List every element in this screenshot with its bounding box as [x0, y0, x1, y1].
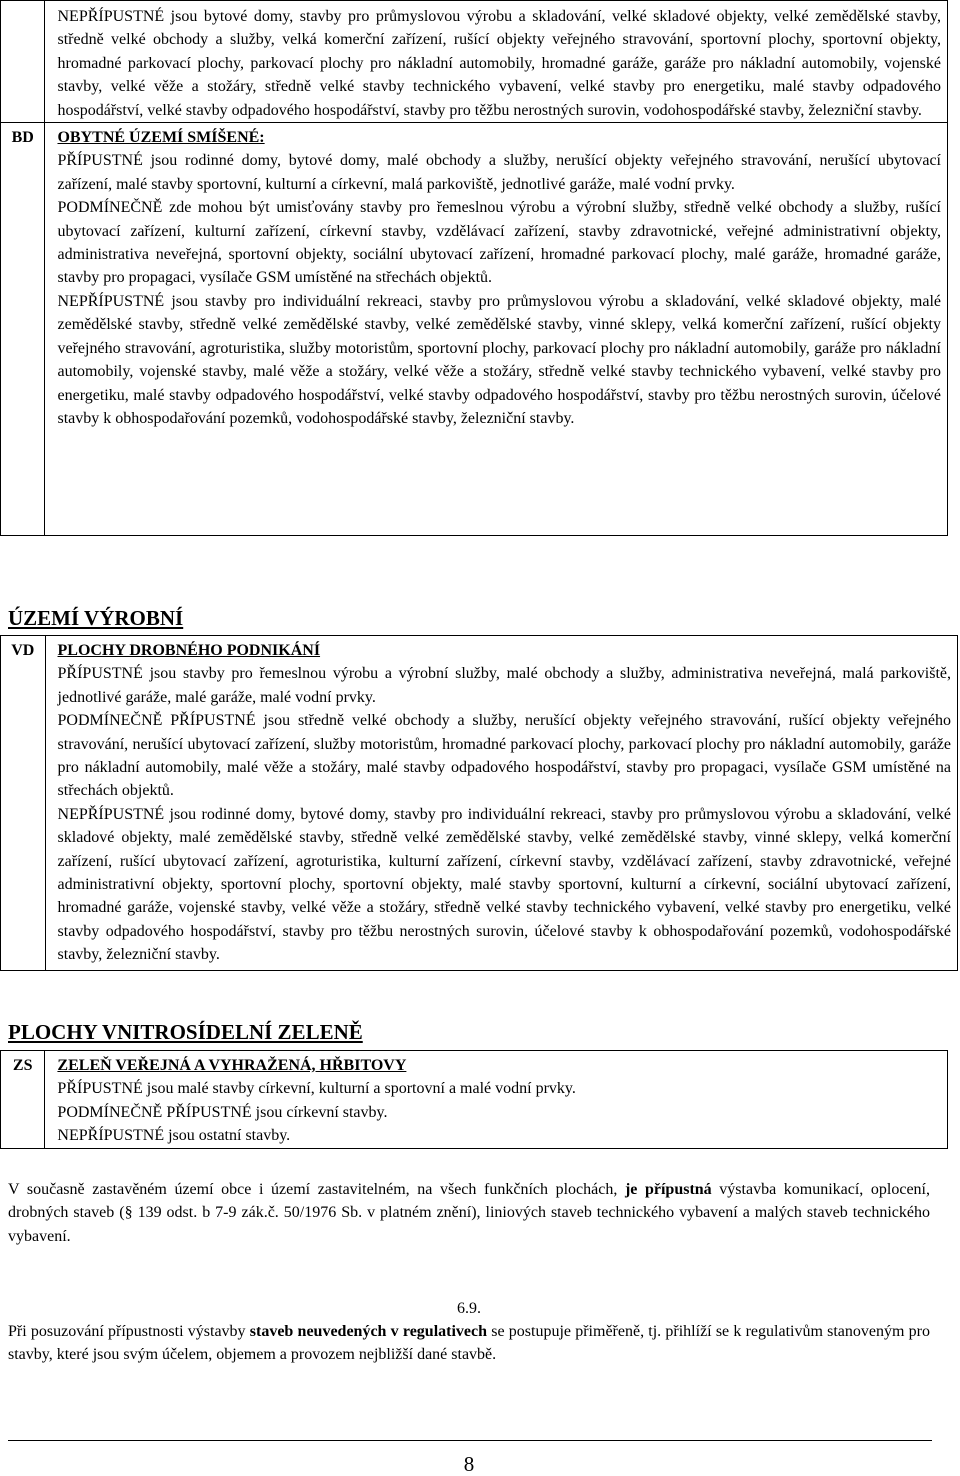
- vd-permitted-text: PŘÍPUSTNÉ jsou stavby pro řemeslnou výrobu a výrobní služby, malé obchody a služby, administrativa neveřejná, malá parkoviště, jednotlivé garáže, malé garáže, malé vodní prvky.: [57, 665, 951, 706]
- vd-prohibited-text: NEPŘÍPUSTNÉ jsou rodinné domy, bytové domy, stavby pro individuální rekreaci, stavby pro průmyslovou výrobu a skladování, velké skladové objekty, malé zemědělské stavby, středně velké zemědělské stavby, velké zemědělské stavby, vinné sklepy, velká komerční zařízení, rušící ubytovací zařízení, agroturistika, kulturní zařízení, církevní stavby, vzdělávací zařízení, stavby zdravotnické, veřejné administrativní objekty, sportovní plochy, sportovní objekty, malé stavby sportovní, kulturní a církevní, sociální ubytovací zařízení, hromadné garáže, vojenské stavby, velké věže a stožáry, středně velké stavby technického vybavení, velké stavby pro energetiku, velké stavby odpadového hospodářství, stavby pro těžbu nerostných surovin, účelové stavby k obhospodařování pozemků, vodohospodářské stavby, železniční stavby.: [57, 805, 951, 964]
- bd-content-cell: [45, 123, 948, 536]
- section-number: 6.9.: [457, 1300, 481, 1317]
- section-title-zelen: PLOCHY VNITROSÍDELNÍ ZELENĚ: [8, 1020, 363, 1044]
- table-row: [1, 1051, 948, 1149]
- code-cell-vd: VD: [1, 636, 46, 971]
- regulation-table-production: [0, 635, 958, 971]
- general-paragraph: V současně zastavěném území obce i území zastavitelném, na všech funkčních plochách, je přípustná výstavba komunikací, oplocení, drobných staveb (§ 139 odst. b 7-9 zák.č. 50/1976 Sb. v platném znění), liniových staveb technického vybavení a malých staveb technického vybavení.: [8, 1181, 931, 1245]
- section-title-vyrobni: ÚZEMÍ VÝROBNÍ: [8, 606, 184, 630]
- zs-content-cell: [45, 1051, 948, 1149]
- continuation-text: NEPŘÍPUSTNÉ jsou bytové domy, stavby pro průmyslovou výrobu a skladování, velké skladové objekty, velké zemědělské stavby, středně velké obchody a služby, velká komerční zařízení, rušící objekty veřejného stravování, sportovní plochy, sportovní objekty, hromadné parkovací plochy, parkovací plochy pro nákladní automobily, hromadné garáže, garáže pro nákladní automobily, vojenské stavby, velké věže a stožáry, středně velké stavby technického vybavení, velké stavby pro energetiku, malé stavby odpadového hospodářství, velké stavby odpadového hospodářství, stavby pro těžbu nerostných surovin, vodohospodářské stavby, železniční stavby.: [57, 8, 941, 119]
- code-cell-empty: [1, 1, 45, 123]
- table-row: [1, 123, 948, 536]
- bd-heading: OBYTNÉ ÚZEMÍ SMÍŠENÉ:: [57, 129, 265, 147]
- continuation-cell: [45, 1, 948, 123]
- bd-conditional-text: PODMÍNEČNĚ zde mohou být umisťovány stavby pro řemeslnou výrobu a výrobní služby, středně velké obchody a služby, rušící ubytovací zařízení, kulturní zařízení, církevní stavby, vzdělávací zařízení, stavby zdravotnické, veřejné administrativní objekty, administrativa neveřejná, sportovní objekty, sociální ubytovací zařízení, hromadné parkovací plochy, malé garáže, hromadné garáže, stavby pro propagaci, vysílače GSM umístěné na střechách objektů.: [57, 199, 941, 287]
- page-number: 8: [463, 1452, 475, 1476]
- vd-content-cell: [45, 636, 957, 971]
- code-cell-zs: ZS: [1, 1051, 45, 1149]
- table-row: [1, 636, 958, 971]
- vd-heading: PLOCHY DROBNÉHO PODNIKÁNÍ: [57, 642, 321, 659]
- footer-divider: [8, 1440, 932, 1441]
- vd-conditional-text: PODMÍNEČNĚ PŘÍPUSTNÉ jsou středně velké obchody a služby, nerušící objekty veřejného stravování, rušící objekty veřejného stravování, nerušící ubytovací zařízení, služby motoristům, hromadné parkovací plochy, parkovací plochy pro nákladní automobily, garáže pro nákladní automobily, malé věže a stožáry, malé stavby odpadového hospodářství, stavby pro propagaci, vysílače GSM umístěné na střechách objektů.: [57, 712, 951, 800]
- section-69-paragraph: Při posuzování přípustnosti výstavby staveb neuvedených v regulativech se postupuje přiměřeně, tj. přihlíží se k regulativům stanoveným pro stavby, které jsou svým účelem, objemem a provozem nejbližší dané stavbě.: [8, 1323, 930, 1364]
- bd-permitted-text: PŘÍPUSTNÉ jsou rodinné domy, bytové domy, malé obchody a služby, nerušící objekty veřejného stravování, nerušící ubytovací zařízení, malé stavby sportovní, kulturní a církevní, malá parkoviště, jednotlivé garáže, malé vodní prvky.: [57, 152, 941, 193]
- zs-permitted-text: PŘÍPUSTNÉ jsou malé stavby církevní, kulturní a sportovní a malé vodní prvky.: [57, 1080, 576, 1098]
- zs-conditional-text: PODMÍNEČNĚ PŘÍPUSTNÉ jsou církevní stavby.: [57, 1103, 388, 1121]
- regulation-table-greenery: [0, 1050, 948, 1149]
- bd-prohibited-text: NEPŘÍPUSTNÉ jsou stavby pro individuální rekreaci, stavby pro průmyslovou výrobu a skladování, velké skladové objekty, malé zemědělské stavby, středně velké zemědělské stavby, velké zemědělské stavby, vinné sklepy, velká komerční zařízení, rušící objekty veřejného stravování, agroturistika, služby motoristům, sportovní plochy, parkovací plochy pro nákladní automobily, garáže pro nákladní automobily, vojenské stavby, malé věže a stožáry, velké věže a stožáry, středně velké stavby technického vybavení, velké stavby pro energetiku, malé stavby odpadového hospodářství, velké stavby odpadového hospodářství, stavby pro těžbu nerostných surovin, účelové stavby k obhospodařování pozemků, vodohospodářské stavby, železniční stavby.: [57, 292, 941, 427]
- code-cell-bd: BD: [1, 123, 45, 536]
- zs-heading: ZELEŇ VEŘEJNÁ A VYHRAŽENÁ, HŘBITOVY: [57, 1057, 407, 1074]
- zs-prohibited-text: NEPŘÍPUSTNÉ jsou ostatní stavby.: [57, 1127, 291, 1145]
- regulation-table-residential: [0, 0, 948, 536]
- table-row: [1, 1, 948, 123]
